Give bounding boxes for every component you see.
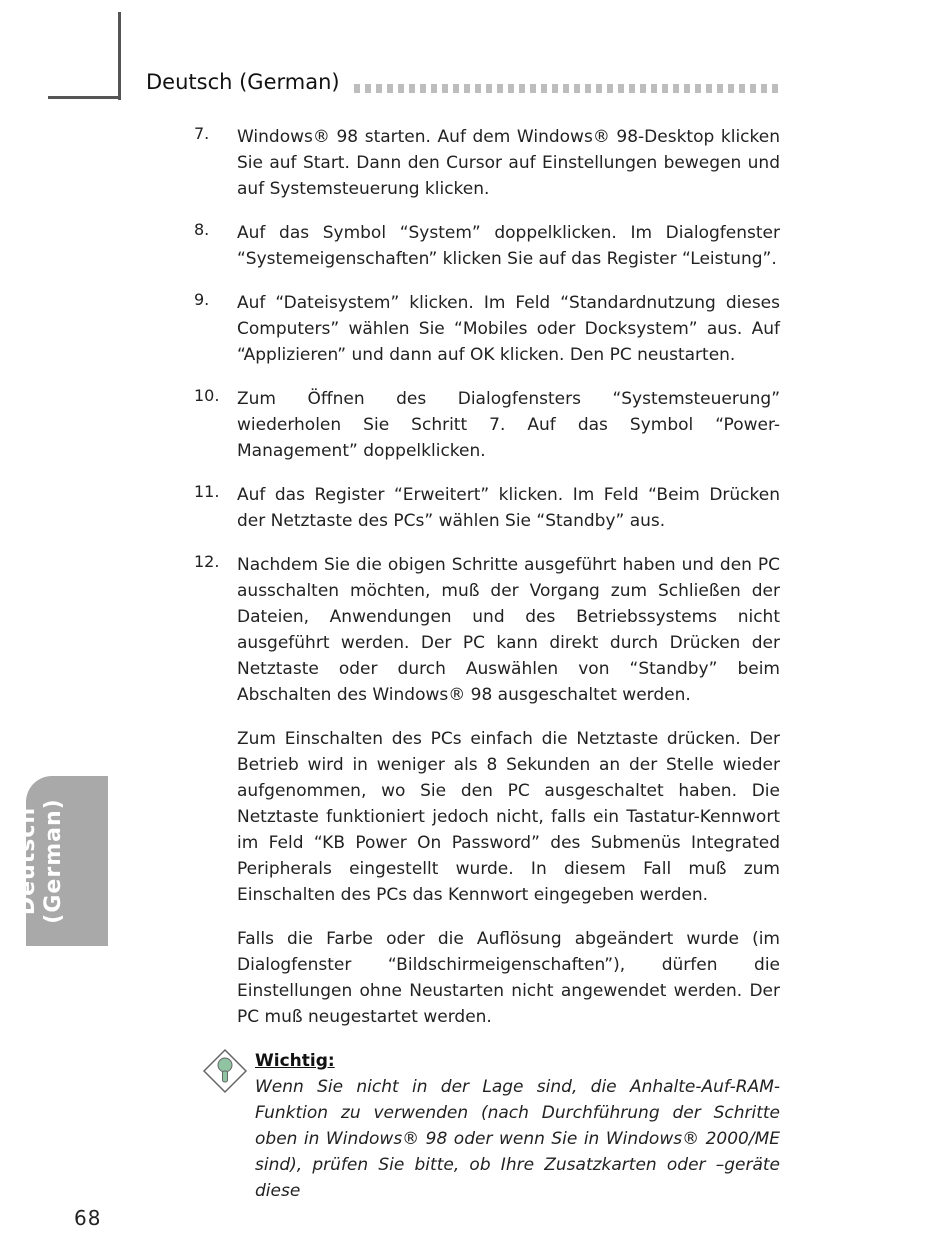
step-number: 8. bbox=[194, 220, 210, 239]
step-number: 7. bbox=[194, 124, 210, 143]
step-number: 9. bbox=[194, 290, 210, 309]
step-item bbox=[194, 386, 780, 464]
step-item bbox=[194, 290, 780, 368]
important-note bbox=[194, 1048, 780, 1204]
step-text: Auf “Dateisystem” klicken. Im Feld “Standardnutzung dieses Computers” wählen Sie “Mobiles oder Docksystem” aus. Auf “Applizieren” und dann auf OK klicken. Den PC neustarten. bbox=[237, 293, 780, 365]
note-body bbox=[194, 1048, 780, 1204]
tip-icon bbox=[202, 1048, 248, 1094]
side-tab-line2: (German) bbox=[41, 798, 66, 924]
step-item bbox=[194, 124, 780, 202]
step-text: Windows® 98 starten. Auf dem Windows® 98-Desktop klicken Sie auf Start. Dann den Cursor auf Einstellungen bewegen und auf Systemsteuerung klicken. bbox=[237, 127, 780, 199]
step-item bbox=[194, 482, 780, 534]
main-content bbox=[194, 124, 780, 1204]
note-text: Wenn Sie nicht in der Lage sind, die Anhalte-Auf-RAM-Funktion zu verwenden (nach Durchführung der Schritte oben in Windows® 98 oder wenn Sie in Windows® 2000/ME sind), prüfen Sie bitte, ob Ihre Zusatzkarten oder –geräte diese bbox=[255, 1077, 780, 1201]
step-number: 12. bbox=[194, 552, 220, 571]
step-text: Falls die Farbe oder die Auflösung abgeändert wurde (im Dialogfenster “Bildschirmeigenschaften”), dürfen die Einstellungen ohne Neustarten nicht angewendet werden. Der PC muß neugestartet werden. bbox=[237, 929, 780, 1027]
corner-mark-horizontal bbox=[48, 96, 121, 99]
section-title: Deutsch (German) bbox=[146, 70, 340, 94]
step-number: 11. bbox=[194, 482, 220, 501]
note-title: Wichtig: bbox=[255, 1051, 335, 1071]
side-tab-line1: Deutsch bbox=[15, 806, 40, 916]
header-dotted-rule bbox=[354, 84, 780, 93]
step-text: Nachdem Sie die obigen Schritte ausgeführt haben und den PC ausschalten möchten, muß der Vorgang zum Schließen der Dateien, Anwendungen und des Betriebssystems nicht ausgeführt werden. Der PC kann direkt durch Drücken der Netztaste oder durch Auswählen von “Standby” beim Abschalten des Windows® 98 ausgeschaltet werden. bbox=[237, 555, 780, 705]
page-number: 68 bbox=[74, 1206, 102, 1230]
corner-mark-vertical bbox=[118, 12, 121, 100]
step-text: Zum Einschalten des PCs einfach die Netztaste drücken. Der Betrieb wird in weniger als 8 Sekunden an der Stelle wieder aufgenommen, wo Sie den PC ausgeschaltet haben. Die Netztaste funktioniert jedoch nicht, falls ein Tastatur-Kennwort im Feld “KB Power On Password” des Submenüs Integrated Peripherals eingestellt wurde. In diesem Fall muß zum Einschalten des PCs das Kennwort eingegeben werden. bbox=[237, 729, 780, 905]
step-item bbox=[194, 220, 780, 272]
step-text: Auf das Register “Erweitert” klicken. Im Feld “Beim Drücken der Netztaste des PCs” wählen Sie “Standby” aus. bbox=[237, 485, 780, 531]
step-item bbox=[194, 552, 780, 1030]
step-number: 10. bbox=[194, 386, 220, 405]
step-text: Auf das Symbol “System” doppelklicken. Im Dialogfenster “Systemeigenschaften” klicken Sie auf das Register “Leistung”. bbox=[237, 223, 780, 269]
side-tab-label bbox=[15, 798, 67, 923]
step-text: Zum Öffnen des Dialogfensters “Systemsteuerung” wiederholen Sie Schritt 7. Auf das Symbol “Power-Management” doppelklicken. bbox=[237, 389, 780, 461]
